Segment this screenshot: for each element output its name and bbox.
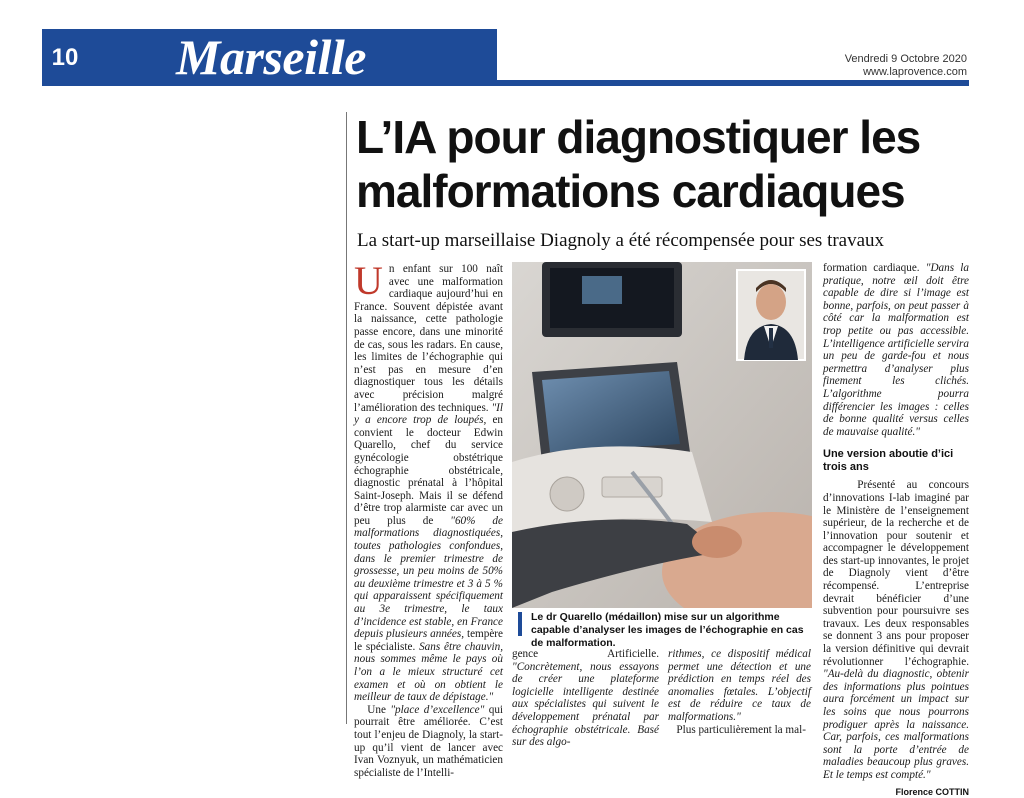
article-column-4: formation cardiaque. "Dans la pratique, notre œil doit être capable de dire si l’image est bonne, parfois, on peut passer à côté car la malformation est trop petite ou pas accessible. L’intelligence artificielle servira un peu de garde-fou et nous permettra d’analyser plus finement les clichés. L’algorithme pourra différencier les images : celles de bonne qualité versus celles de mauvaise qualité." Une version aboutie d’ici trois ans Présenté au concours d’innovations I-lab imaginé par le Ministère de l’enseignement supérieur, de la recherche et de l’innovation pour soutenir et accompagner le développement des start-up innovantes, le projet de Diagnoly vient d’être récompensé. L’entreprise devrait bénéficier d’une subvention pour poursuivre ses travaux. Les deux responsables se donnent 3 ans pour proposer la version définitive qui devrait révolutionner l’échographie. "Au-delà du diagnostic, obtenir des informations plus pointues aura forcément un impact sur les soins que nous pourrons prodiguer après la naissance. Car, parfois, ces malformations sont la porte d’entrée de maladies beaucoup plus graves. Et le temps est compté." Florence COTTIN bbox=[823, 262, 969, 797]
subheadline: La start-up marseillaise Diagnoly a été récompensée pour ses travaux bbox=[357, 230, 885, 251]
section-title: Marseille bbox=[176, 29, 366, 85]
crosshead: Une version aboutie d’ici trois ans bbox=[823, 448, 954, 473]
header-rule bbox=[497, 80, 969, 86]
caption-accent-bar bbox=[518, 612, 522, 636]
headline: L’IA pour diagnostiquer les malformations cardiaques bbox=[356, 111, 921, 217]
photo-caption: Le dr Quarello (médaillon) mise sur un algorithme capable d’analyser les images de l’échographie en cas de malformation. bbox=[531, 611, 804, 649]
website-link[interactable]: www.laprovence.com bbox=[863, 66, 967, 78]
byline: Florence COTTIN bbox=[895, 786, 969, 797]
page-number: 10 bbox=[51, 43, 79, 71]
issue-date: Vendredi 9 Octobre 2020 bbox=[844, 53, 967, 65]
article-photo-ultrasound bbox=[512, 262, 812, 608]
article-column-3: rithmes, ce dispositif médical permet une détection et une prédiction en temps réel des anomalies fœtales. L’objectif est de réduire ce taux de malformations." Plus particulièrement la mal- bbox=[668, 648, 811, 736]
article-column-1: Un enfant sur 100 naît avec une malformation cardiaque aujourd’hui en France. Souvent dépistée avant la naissance, cette pathologie passe encore, dans une minorité de cas, sous les radars. En cause, les limites de l’échographie qui n’est pas en mesure d’en diagnostiquer tous les détails avec précision malgré l’amélioration des techniques. "Il y a encore trop de loupés, en convient le docteur Edwin Quarello, chef du service gynécologie obstétrique échographie obstétricale, diagnostic prénatal à l’hôpital Saint-Joseph. Mais il se défend d’être trop alarmiste car avec un peu plus de "60% de malformations diagnostiquées, toutes pathologies confondues, dans le premier trimestre de grossesse, un peu moins de 50% au deuxième trimestre et 3 à 5 % qui apparaissent spécifiquement au 3e trimestre, le taux d’incidence est stable, en France depuis plusieurs années, tempère le spécialiste. Sans être chauvin, nous sommes même le pays où l’on a le mieux structuré cet examen et où on obtient le meilleur de taux de dépistage." Une "place d’excellence" qui pourrait être améliorée. C’est tout l’enjeu de Diagnoly, la start-up qu’il vient de lancer avec Ivan Voznyuk, un mathématicien spécialiste de l’Intelli- bbox=[354, 258, 504, 779]
article-column-2: gence Artificielle. "Concrètement, nous essayons de créer une plateforme logicielle intelligente destinée aux spécialistes qui suivent le développement prénatal par échographie obstétricale. Basé sur des algo- bbox=[512, 648, 659, 749]
column-divider bbox=[346, 112, 347, 724]
drop-cap: U bbox=[354, 258, 383, 303]
